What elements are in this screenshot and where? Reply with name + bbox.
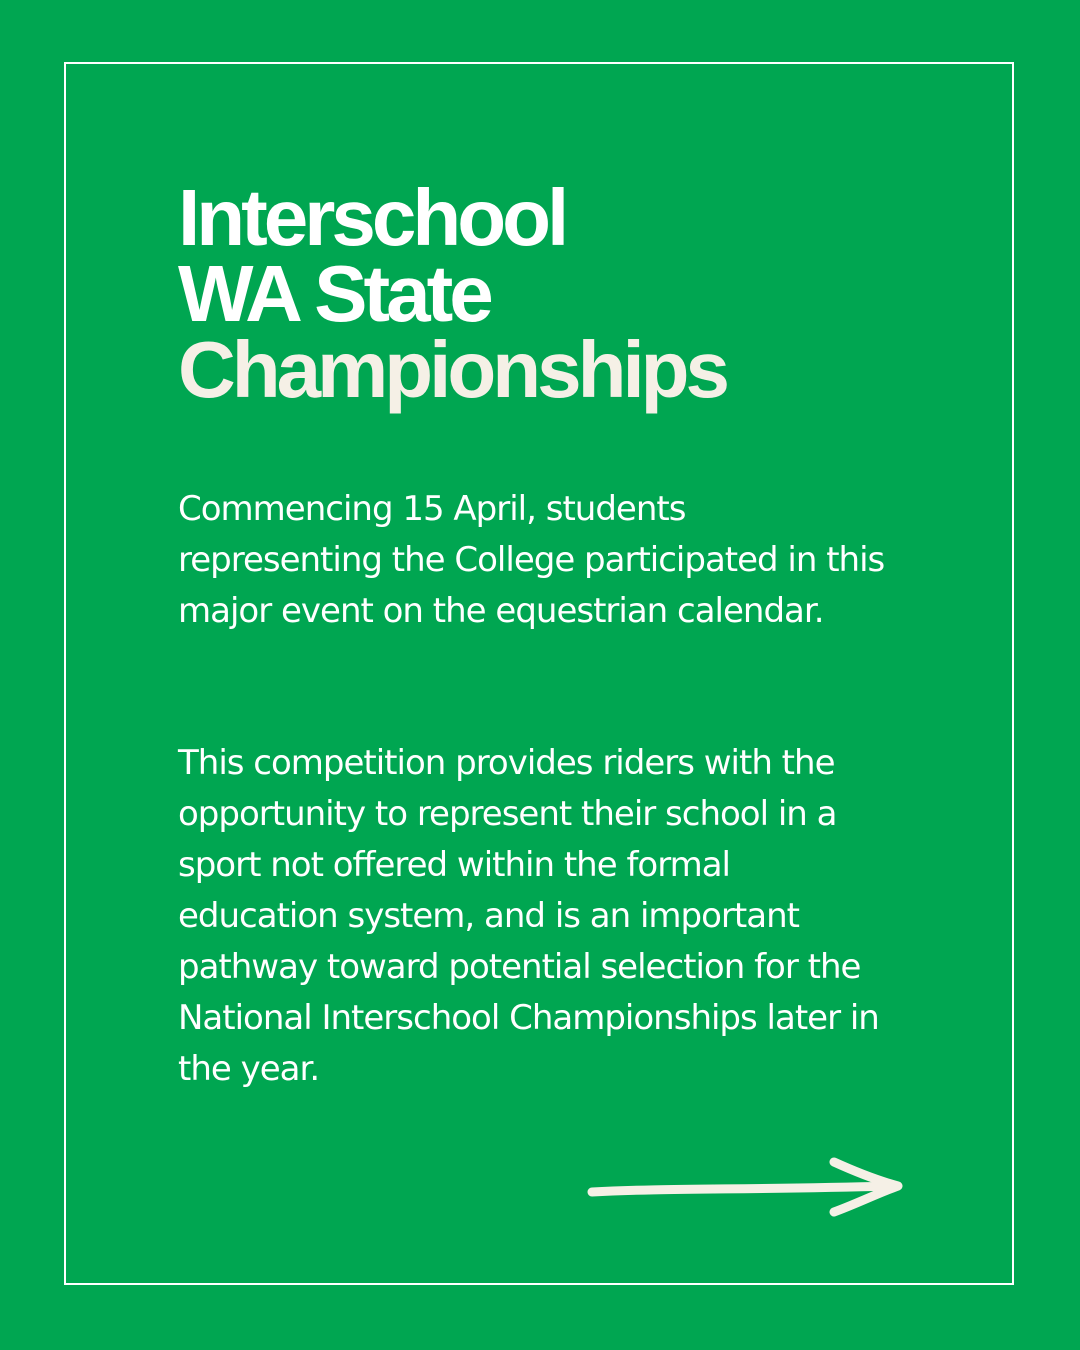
description-paragraph: This competition provides riders with the opportunity to represent their school in a sport not offered within the formal education system, and is an important pathway toward potential selection for the National Interschool Championships later in the year. — [178, 743, 879, 1089]
right-arrow-icon[interactable] — [586, 1152, 906, 1218]
arrow-shaft — [592, 1186, 896, 1192]
title-line-3: Championships — [178, 325, 727, 414]
title-line-2: WA State — [178, 249, 490, 338]
slide-title — [178, 173, 727, 414]
intro-paragraph: Commencing 15 April, students representing the College participated in this major event on the equestrian calendar. — [178, 489, 885, 631]
title-line-1: Interschool — [178, 173, 566, 262]
